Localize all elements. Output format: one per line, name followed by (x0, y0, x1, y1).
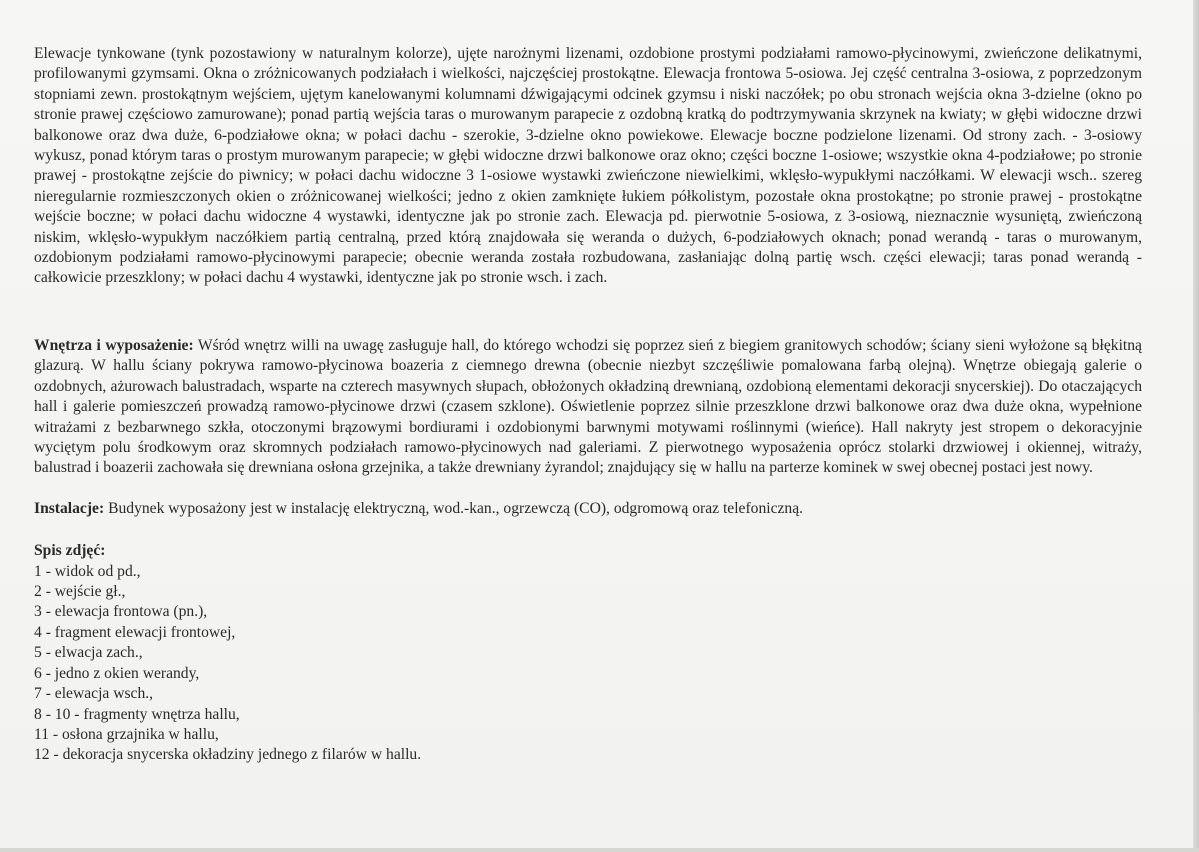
scan-edge-right (1193, 0, 1199, 852)
photo-list (34, 541, 1142, 765)
photo-list-item: 12 - dekoracja snycerska okładziny jednego z filarów w hallu. (34, 746, 422, 764)
photo-list-item: 3 - elewacja frontowa (pn.), (34, 603, 208, 621)
photo-list-item: 4 - fragment elewacji frontowej, (34, 623, 236, 641)
installations-text: Budynek wyposażony jest w instalację elektryczną, wod.-kan., ogrzewczą (CO), odgromową oraz telefoniczną. (104, 499, 804, 517)
interior-heading: Wnętrza i wyposażenie: (34, 337, 194, 354)
installations-paragraph (34, 499, 1142, 519)
elevation-paragraph: Elewacje tynkowane (tynk pozostawiony w naturalnym kolorze), ujęte narożnymi lizenami, ozdobione prostymi podziałami ramowo-płycinowymi, zwieńczone delikatnymi, profilowanymi gzymsami. Okna o zróżnicowanych podziałach i wielkości, najczęściej prostokątne. Elewacja frontowa 5-osiowa. Jej część centralna 3-osiowa, z poprzedzonym stopniami zewn. prostokątnym wejściem, ujętym kanelowanymi kolumnami dźwigającymi odcinek gzymsu i niski naczółek; po obu stronach wejścia okna 3-dzielne (okno po stronie prawej częściowo zamurowane); ponad partią wejścia taras o murowanym parapecie z ozdobną kratką do podtrzymywania skrzynek na kwiaty; w głębi widoczne drzwi balkonowe oraz dwa duże, 6-podziałowe okna; w połaci dachu - szerokie, 3-dzielne okno powiekowe. Elewacje boczne podzielone lizenami. Od strony zach. - 3-osiowy wykusz, ponad którym taras o prostym murowanym parapecie; w głębi widoczne drzwi balkonowe oraz okno; części boczne 1-osiowe; wszystkie okna 4-podziałowe; po stronie prawej - prostokątne zejście do piwnicy; w połaci dachu widoczne 3 1-osiowe wystawki zwieńczone niewielkimi, wklęsło-wypukłymi naczółkami. W elewacji wsch.. szereg nieregularnie rozmieszczonych okien o zróżnicowanej wielkości; jedno z okien zamknięte łukiem półkolistym, pozostałe okna prostokątne; po stronie prawej - prostokątne wejście boczne; w połaci dachu widoczne 4 wystawki, identyczne jak po stronie zach. Elewacja pd. pierwotnie 5-osiowa, z 3-osiową, nieznacznie wysuniętą, zwieńczoną niskim, wklęsło-wypukłym naczółkiem partią centralną, przed którą znajdowała się weranda o dużych, 6-podziałowych oknach; ponad werandą - taras o murowanym, ozdobionym podziałami ramowo-płycinowymi parapecie; obecnie weranda została rozbudowana, zasłaniając dolną partię wsch. części elewacji; taras ponad werandą - całkowicie przeszklony; w połaci dachu 4 wystawki, identyczne jak po stronie wsch. i zach. (34, 45, 1142, 287)
photo-list-item: 1 - widok od pd., (34, 562, 141, 580)
photo-list-item: 2 - wejście gł., (34, 583, 126, 601)
document-content (34, 44, 1142, 766)
scan-edge-bottom (0, 848, 1199, 852)
interior-text: Wśród wnętrz willi na uwagę zasługuje hall, do którego wchodzi się poprzez sień z biegiem granitowych schodów; ściany sieni wyłożone są błękitną glazurą. W hallu ściany pokrywa ramowo-płycinowa boazeria z ciemnego drewna (obecnie niezbyt szczęśliwie pomalowana farbą olejną). Wnętrze obiegają galerie o ozdobnych, ażurowach balustradach, wsparte na czterech masywnych słupach, obłożonych okładziną drewnianą, ozdobioną elementami dekoracji snycerskiej). Do otaczających hall i galerie pomieszczeń prowadzą ramowo-płycinowe drzwi (czasem szklone). Oświetlenie poprzez silnie przeszklone drzwi balkonowe oraz dwa duże okna, wypełnione witrażami z bezbarwnego szkła, otoczonymi brązowymi bordiurami i ozdobionymi barwnymi motywami roślinnymi (wieńce). Hall nakryty jest stropem o dekoracyjnie wyciętym polu środkowym oraz skromnych podziałach ramowo-płycinowych nad galeriami. Z pierwotnego wyposażenia oprócz stolarki drzwiowej i okiennej, witraży, balustrad i boazerii zachowała się drewniana osłona grzejnika, a także drewniany żyrandol; znajdujący się w hallu na parterze kominek w swej obecnej postaci jest nowy. (34, 337, 1142, 477)
photo-list-item: 11 - osłona grzajnika w hallu, (34, 725, 219, 743)
interior-paragraph (34, 336, 1142, 479)
photo-list-item: 8 - 10 - fragmenty wnętrza hallu, (34, 705, 240, 723)
photo-list-item: 6 - jedno z okien werandy, (34, 664, 200, 682)
photo-list-title: Spis zdjęć: (34, 542, 106, 560)
installations-heading: Instalacje: (34, 499, 105, 517)
photo-list-item: 7 - elewacja wsch., (34, 685, 154, 703)
photo-list-item: 5 - elwacja zach., (34, 644, 143, 662)
